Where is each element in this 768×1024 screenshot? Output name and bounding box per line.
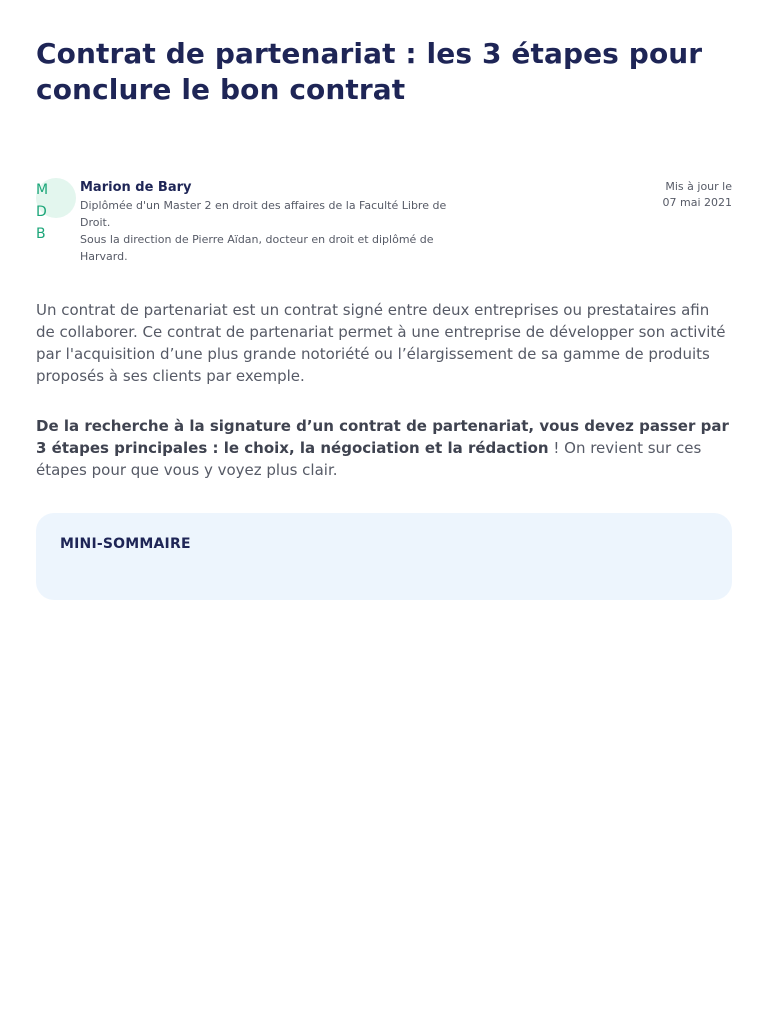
intro-paragraph-2-rest: ! On revient sur ces étapes pour que vous y voyez plus clair. xyxy=(36,439,702,479)
update-date: 07 mai 2021 xyxy=(662,196,732,209)
avatar-initials xyxy=(36,179,50,245)
mini-summary-title: MINI-SOMMAIRE xyxy=(60,536,191,552)
intro-paragraph-2-bold: De la recherche à la signature d’un contrat de partenariat, vous devez passer par 3 étapes principales : le choix, la négociation et la rédaction xyxy=(36,417,729,457)
mini-summary xyxy=(36,513,732,600)
update-label: Mis à jour le xyxy=(665,180,732,193)
intro-paragraph-2 xyxy=(36,415,732,481)
author-avatar xyxy=(36,178,76,242)
avatar-initial-3: B xyxy=(36,226,46,242)
author-name[interactable]: Marion de Bary xyxy=(80,180,192,195)
avatar-initial-2: D xyxy=(36,204,47,220)
intro-paragraph-1: Un contrat de partenariat est un contrat signé entre deux entreprises ou prestataires afin de collaborer. Ce contrat de partenariat permet à une entreprise de développer son activité par l'acquisition d’une plus grande notoriété ou l’élargissement de sa gamme de produits proposés à ses clients par exemple. xyxy=(36,301,726,385)
author-bio-line2: Sous la direction de Pierre Aïdan, docteur en droit et diplômé de Harvard. xyxy=(80,233,434,263)
update-info xyxy=(612,179,732,211)
avatar-initial-1: M xyxy=(36,182,49,198)
article-title: Contrat de partenariat : les 3 étapes pour conclure le bon contrat xyxy=(36,37,703,106)
author-info xyxy=(80,178,480,265)
author-block xyxy=(36,178,732,265)
author-bio-line1: Diplômée d'un Master 2 en droit des affaires de la Faculté Libre de Droit. xyxy=(80,199,447,229)
